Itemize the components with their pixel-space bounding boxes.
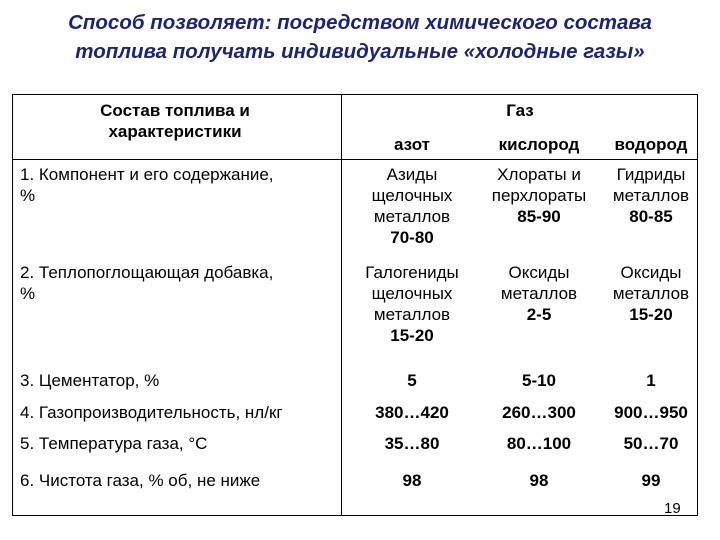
row-1-nitrogen	[344, 164, 480, 248]
row-1-oxygen	[476, 164, 602, 227]
cell-line: перхлораты	[491, 186, 587, 205]
page-number: 19	[664, 500, 681, 517]
column-header-hydrogen: водород	[614, 135, 688, 154]
cell-line: металлов	[500, 284, 578, 303]
cell-line: щелочных	[371, 186, 453, 205]
row-2-hydrogen	[596, 262, 706, 325]
cell-line: Хлораты и	[497, 165, 581, 184]
title-line-2: топлива получать индивидуальные «холодные газы»	[75, 40, 645, 63]
cell-line: металлов	[373, 207, 451, 226]
cell-line: щелочных	[371, 284, 453, 303]
row-4-hydrogen: 900…950	[614, 403, 688, 422]
row-6-label: 6. Чистота газа, % об, не ниже	[20, 471, 261, 490]
row-1-label-line-2: %	[20, 186, 36, 205]
row-2-oxygen	[476, 262, 602, 325]
cell-value: 70-80	[390, 228, 434, 247]
header-left-line-1: Состав топлива и	[100, 101, 250, 120]
row-3-nitrogen: 5	[407, 371, 417, 390]
row-2-label	[20, 262, 338, 304]
cell-line: металлов	[373, 305, 451, 324]
row-6-hydrogen: 99	[641, 471, 661, 490]
row-5-hydrogen: 50…70	[623, 434, 679, 453]
header-left	[16, 100, 334, 142]
column-header-nitrogen: азот	[394, 135, 430, 154]
row-5-label: 5. Температура газа, °С	[20, 434, 208, 453]
row-3-label: 3. Цементатор, %	[20, 371, 160, 390]
cell-line: Галогениды	[365, 263, 459, 282]
row-1-label-line-1: 1. Компонент и его содержание,	[20, 165, 274, 184]
slide-title	[0, 8, 720, 66]
cell-value: 80-85	[629, 207, 673, 226]
row-3-oxygen: 5-10	[521, 371, 557, 390]
header-gas: Газ	[506, 101, 534, 120]
cell-value: 85-90	[517, 207, 561, 226]
header-left-line-2: характеристики	[108, 122, 242, 141]
row-2-nitrogen	[344, 262, 480, 346]
cell-line: Оксиды	[620, 263, 682, 282]
row-2-label-line-1: 2. Теплопоглощающая добавка,	[20, 263, 274, 282]
header-divider	[12, 159, 698, 160]
row-4-oxygen: 260…300	[502, 403, 576, 422]
cell-value: 15-20	[390, 326, 434, 345]
row-4-label: 4. Газопроизводительность, нл/кг	[20, 403, 283, 422]
row-1-label	[20, 164, 338, 206]
row-5-oxygen: 80…100	[506, 434, 572, 453]
cell-line: Гидриды	[616, 165, 686, 184]
row-2-label-line-2: %	[20, 284, 36, 303]
cell-line: Азиды	[386, 165, 438, 184]
title-line-1: Способ позволяет: посредством химического состава	[68, 11, 652, 34]
cell-value: 15-20	[629, 305, 673, 324]
row-1-hydrogen	[596, 164, 706, 227]
row-5-nitrogen: 35…80	[384, 434, 440, 453]
cell-line: металлов	[612, 186, 690, 205]
row-6-nitrogen: 98	[402, 471, 422, 490]
column-divider	[341, 94, 342, 516]
cell-value: 2-5	[526, 305, 552, 324]
row-4-nitrogen: 380…420	[375, 403, 449, 422]
cell-line: Оксиды	[508, 263, 570, 282]
row-6-oxygen: 98	[529, 471, 549, 490]
row-3-hydrogen: 1	[646, 371, 656, 390]
column-header-oxygen: кислород	[498, 135, 580, 154]
cell-line: металлов	[612, 284, 690, 303]
